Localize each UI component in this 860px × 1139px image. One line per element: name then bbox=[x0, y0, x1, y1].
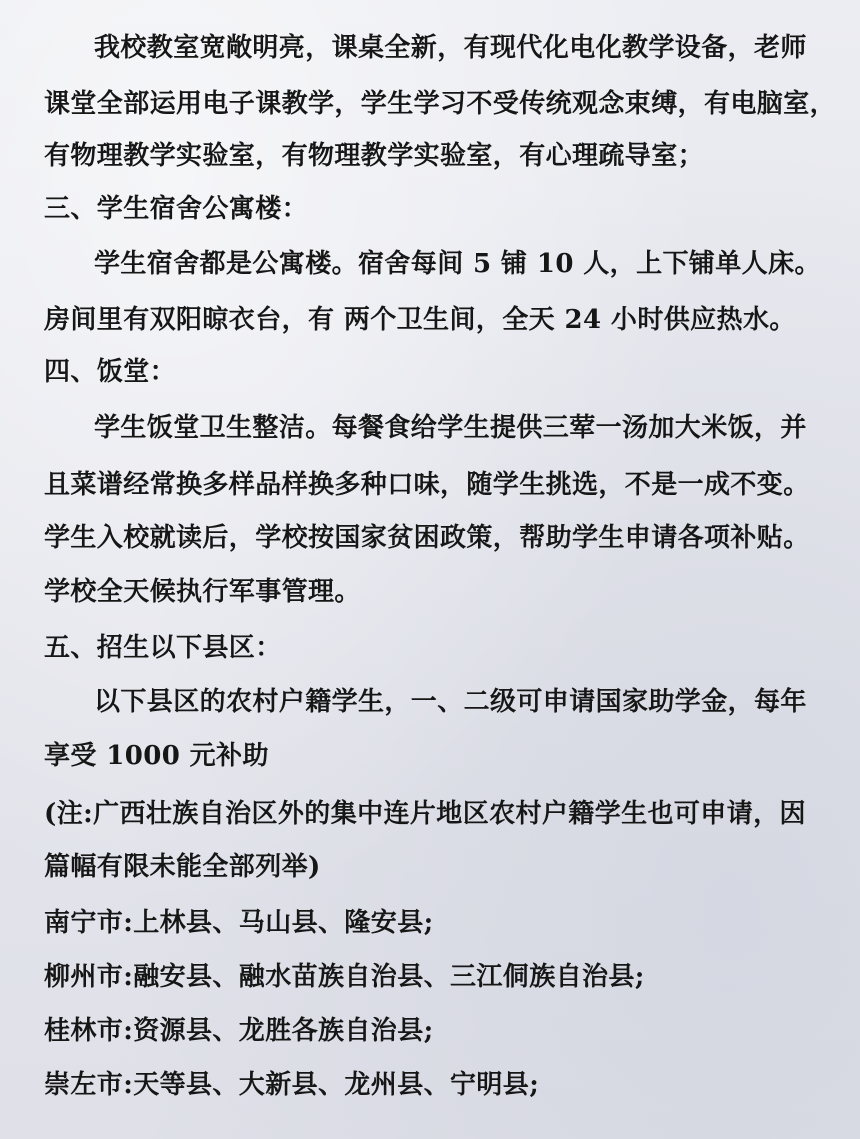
note-line-2: 篇幅有限未能全部列举) bbox=[44, 852, 321, 882]
section-heading-canteen: 四、饭堂： bbox=[44, 357, 177, 387]
note-line-1: (注:广西壮族自治区外的集中连片地区农村户籍学生也可申请，因 bbox=[44, 799, 806, 829]
county-list-chongzuo: 崇左市:天等县、大新县、龙州县、宁明县; bbox=[44, 1070, 540, 1100]
county-list-guilin: 桂林市:资源县、龙胜各族自治县; bbox=[44, 1016, 434, 1046]
paragraph-canteen-line-2: 且菜谱经常换多样品样换多种口味，随学生挑选，不是一成不变。 bbox=[44, 470, 810, 500]
paragraph-subsidy-line-2: 享受 1000 元补助 bbox=[44, 741, 269, 771]
paragraph-dormitory-line-1: 学生宿舍都是公寓楼。宿舍每间 5 铺 10 人，上下铺单人床。 bbox=[94, 249, 821, 279]
paragraph-classrooms-line-1: 我校教室宽敞明亮，课桌全新，有现代化电化教学设备，老师 bbox=[94, 33, 807, 63]
section-heading-dormitory: 三、学生宿舍公寓楼： bbox=[44, 194, 309, 224]
paragraph-canteen-line-3: 学生入校就读后，学校按国家贫困政策，帮助学生申请各项补贴。 bbox=[44, 523, 810, 553]
county-list-liuzhou: 柳州市:融安县、融水苗族自治县、三江侗族自治县; bbox=[44, 962, 645, 992]
county-list-nanning: 南宁市:上林县、马山县、隆安县; bbox=[44, 908, 434, 938]
paragraph-classrooms-line-3: 有物理教学实验室，有物理教学实验室，有心理疏导室； bbox=[44, 141, 705, 171]
paragraph-dormitory-line-2: 房间里有双阳晾衣台，有 两个卫生间，全天 24 小时供应热水。 bbox=[44, 305, 796, 335]
section-heading-enrollment: 五、招生以下县区： bbox=[44, 633, 282, 663]
paragraph-canteen-line-1: 学生饭堂卫生整洁。每餐食给学生提供三荤一汤加大米饭，并 bbox=[94, 413, 807, 443]
paragraph-classrooms-line-2: 课堂全部运用电子课教学，学生学习不受传统观念束缚，有电脑室， bbox=[44, 89, 837, 119]
paragraph-subsidy-line-1: 以下县区的农村户籍学生，一、二级可申请国家助学金，每年 bbox=[94, 687, 807, 717]
paragraph-canteen-line-4: 学校全天候执行军事管理。 bbox=[44, 577, 361, 607]
